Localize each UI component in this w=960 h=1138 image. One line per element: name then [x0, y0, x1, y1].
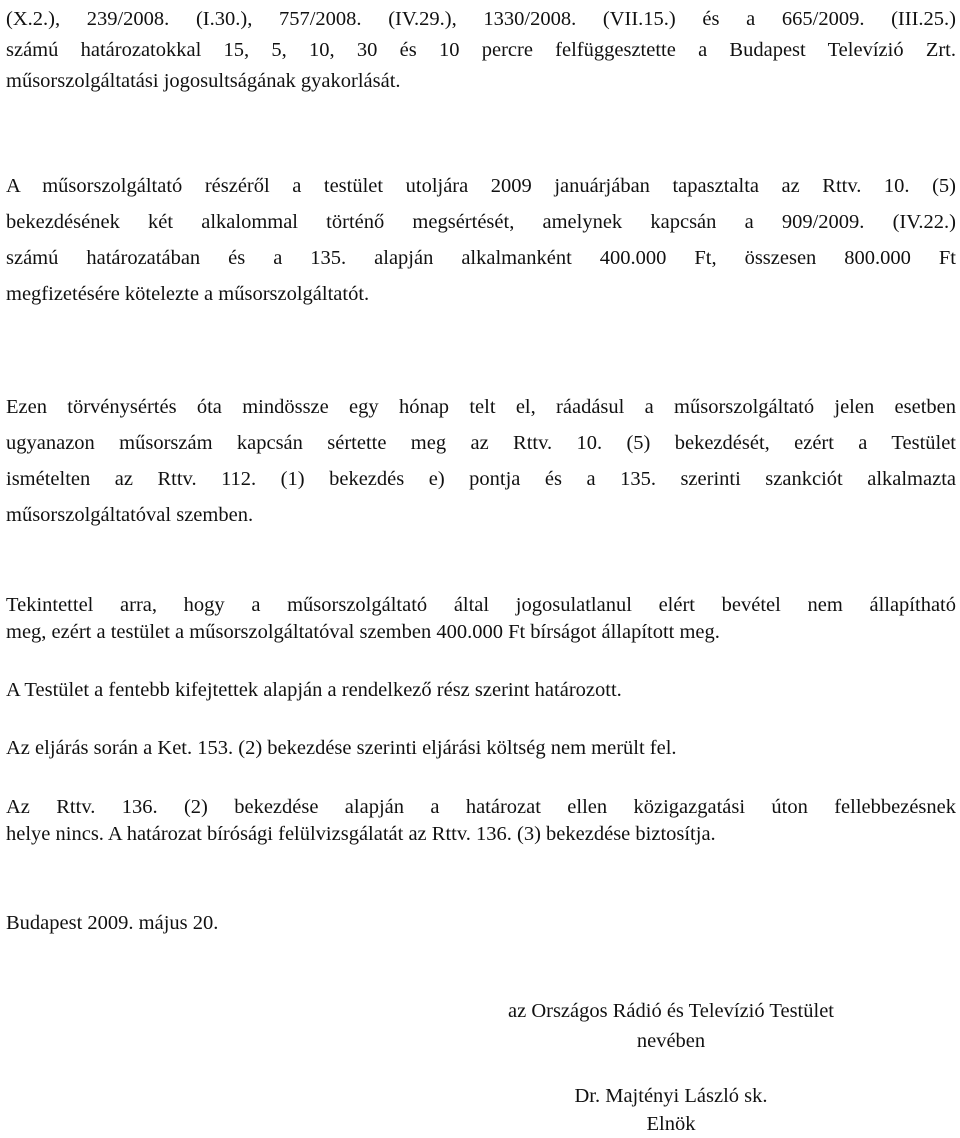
paragraph-line: Tekintettel arra, hogy a műsorszolgáltató által jogosulatlanul elért bevétel nem állapítható	[6, 594, 956, 616]
paragraph-line: műsorszolgáltatási jogosultságának gyakorlását.	[6, 70, 401, 92]
paragraph-line: bekezdésének két alkalommal történő megsértését, amelynek kapcsán a 909/2009. (IV.22.)	[6, 211, 956, 233]
signatory-role: Elnök	[646, 1113, 696, 1135]
paragraph-line: ismételten az Rttv. 112. (1) bekezdés e) pontja és a 135. szerinti szankciót alkalmazta	[6, 468, 956, 490]
date-text: Budapest 2009. május 20.	[6, 912, 219, 934]
paragraph-3	[6, 389, 956, 533]
paragraph-line: ugyanazon műsorszám kapcsán sértette meg az Rttv. 10. (5) bekezdését, ezért a Testület	[6, 432, 956, 454]
paragraph-line: A Testület a fentebb kifejtettek alapján a rendelkező rész szerint határozott.	[6, 679, 622, 701]
paragraph-line: Ezen törvénysértés óta mindössze egy hónap telt el, ráadásul a műsorszolgáltató jelen esetben	[6, 396, 956, 418]
paragraph-line: Az eljárás során a Ket. 153. (2) bekezdése szerinti eljárási költség nem merült fel.	[6, 737, 677, 759]
signatory-block	[506, 1082, 836, 1138]
paragraph-line: számú határozatában és a 135. alapján alkalmanként 400.000 Ft, összesen 800.000 Ft	[6, 247, 956, 269]
paragraph-line: Az Rttv. 136. (2) bekezdése alapján a határozat ellen közigazgatási úton fellebbezésnek	[6, 796, 956, 818]
paragraph-5	[6, 677, 956, 704]
paragraph-line: A műsorszolgáltató részéről a testület utoljára 2009 januárjában tapasztalta az Rttv. 10. (5)	[6, 175, 956, 197]
paragraph-line: (X.2.), 239/2008. (I.30.), 757/2008. (IV.29.), 1330/2008. (VII.15.) és a 665/2009. (III.25.)	[6, 8, 956, 30]
paragraph-line: helye nincs. A határozat bírósági felülvizsgálatát az Rttv. 136. (3) bekezdése biztosítja.	[6, 823, 716, 845]
signature-block	[506, 996, 836, 1056]
signature-body-line1: az Országos Rádió és Televízió Testület	[508, 1000, 834, 1022]
date-line	[6, 910, 956, 937]
signature-body-line2: nevében	[636, 1030, 706, 1052]
paragraph-2	[6, 168, 956, 312]
paragraph-line: számú határozatokkal 15, 5, 10, 30 és 10 percre felfüggesztette a Budapest Televízió Zrt.	[6, 39, 956, 61]
paragraph-4	[6, 592, 956, 646]
paragraph-6	[6, 735, 956, 762]
signatory-name: Dr. Majtényi László sk.	[574, 1085, 768, 1107]
paragraph-line: műsorszolgáltatóval szemben.	[6, 504, 254, 526]
paragraph-1	[6, 4, 956, 97]
paragraph-line: megfizetésére kötelezte a műsorszolgáltatót.	[6, 283, 370, 305]
paragraph-7	[6, 794, 956, 848]
paragraph-line: meg, ezért a testület a műsorszolgáltatóval szemben 400.000 Ft bírságot állapított meg.	[6, 621, 720, 643]
